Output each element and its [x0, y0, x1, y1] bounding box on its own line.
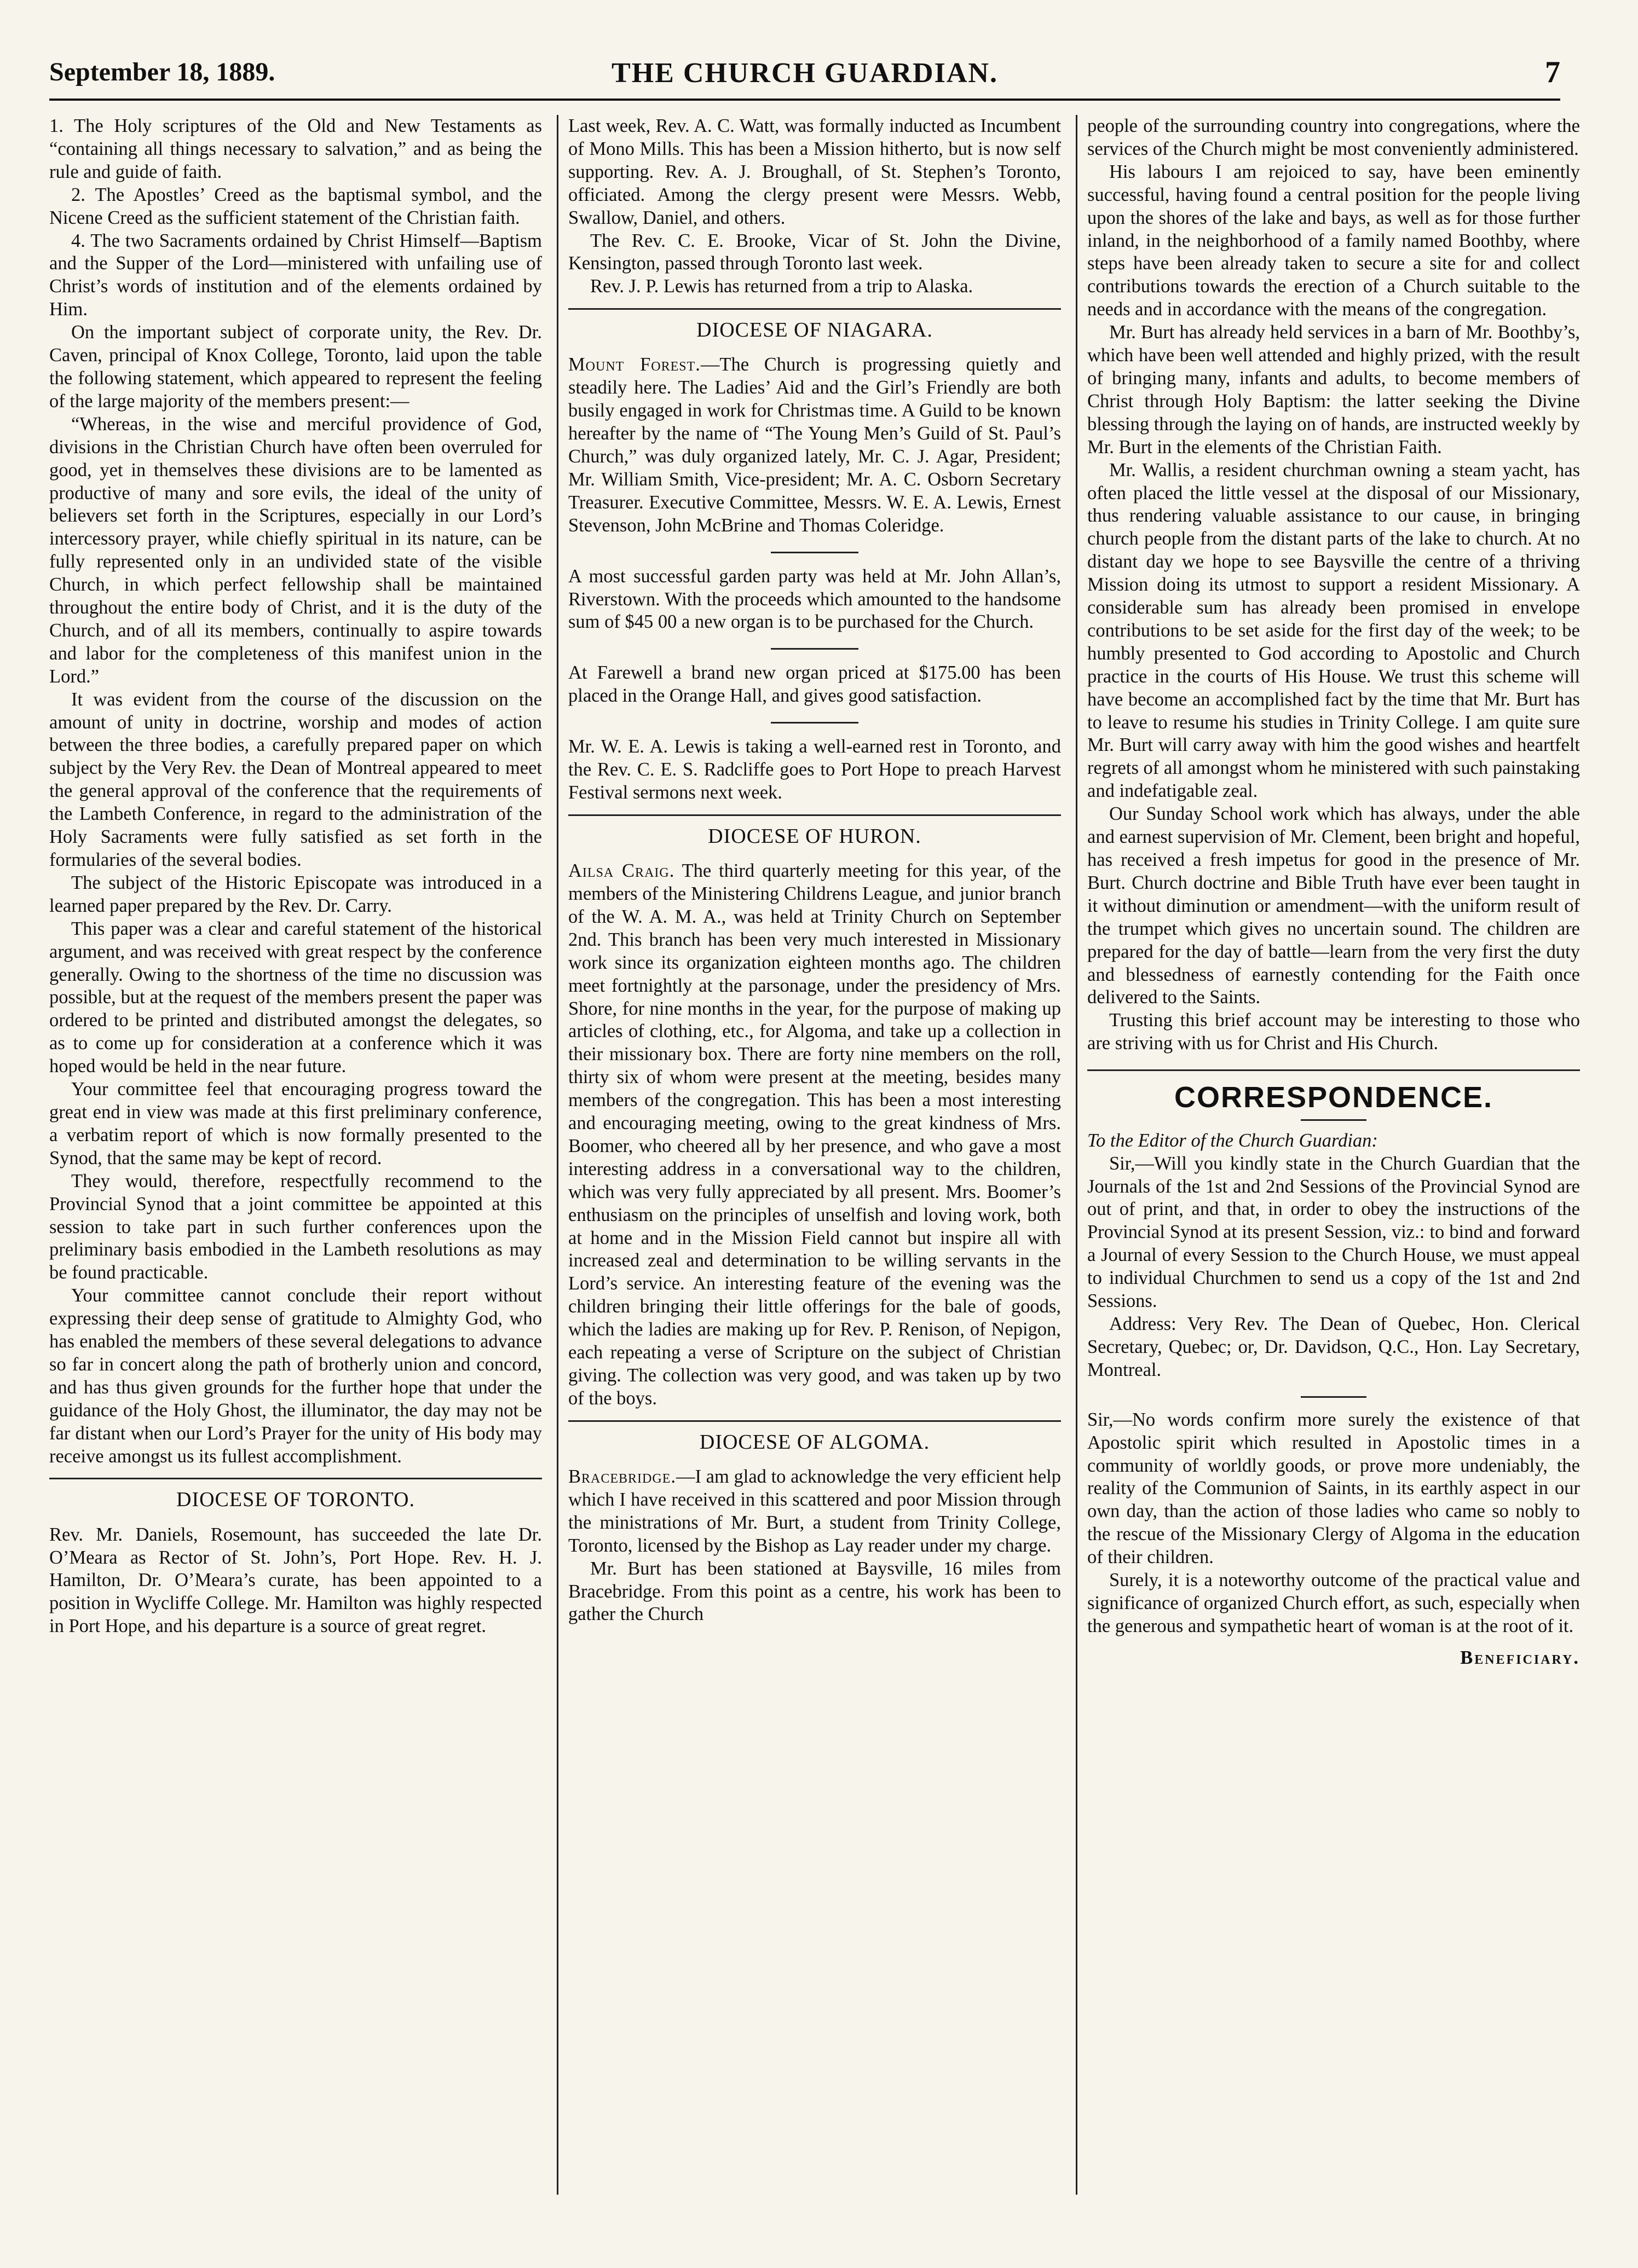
section-heading-correspondence: CORRESPONDENCE.	[1087, 1069, 1580, 1116]
paragraph: A most successful garden party was held at Mr. John Allan’s, Riverstown. With the proceeds which amounted to the handsome sum of $45 00 a new organ is to be purchased for the Church.	[568, 565, 1061, 633]
paragraph: Mr. W. E. A. Lewis is taking a well-earned rest in Toronto, and the Rev. C. E. S. Radcliffe goes to Port Hope to preach Harvest Festival sermons next week.	[568, 736, 1061, 803]
paragraph: They would, therefore, respectfully recommend to the Provincial Synod that a joint committee be appointed at this session to take part in such further conferences upon the preliminary basis embodied in the Lambeth resolutions as may be found practicable.	[49, 1170, 542, 1283]
paragraph	[568, 860, 1061, 1410]
paragraph: Sir,—No words confirm more surely the existence of that Apostolic spirit which resulted in Apostolic times in a community of worldly goods, or prove more undeniably, the reality of the Communion of Saints, in its earthly aspect in our own day, than the action of those ladies who came so nobly to the rescue of the Missionary Clergy of Algoma in the education of their children.	[1087, 1409, 1580, 1568]
paragraph: At Farewell a brand new organ priced at $175.00 has been placed in the Orange Hall, and gives good satisfaction.	[568, 662, 1061, 707]
paragraph: This paper was a clear and careful statement of the historical argument, and was received with great respect by the conference generally. Owing to the shortness of the time no discussion was possible, but at the request of the members present the paper was ordered to be printed and distributed amongst the delegates, so as to come up for consideration at a conference which it was hoped would be held in the near future.	[49, 918, 542, 1077]
column-2	[568, 115, 1061, 2206]
paragraph: Surely, it is a noteworthy outcome of the practical value and significance of organized Church effort, as such, especially when the generous and sympathetic heart of woman is at the root of it.	[1087, 1570, 1580, 1636]
paragraph: people of the surrounding country into congregations, where the services of the Church might be most conveniently administered.	[1087, 115, 1580, 159]
paragraph: The Rev. C. E. Brooke, Vicar of St. John the Divine, Kensington, passed through Toronto last week.	[568, 230, 1061, 274]
letter-signature: Beneficiary.	[1460, 1647, 1580, 1668]
newspaper-title: THE CHURCH GUARDIAN.	[612, 57, 998, 89]
paragraph: 1. The Holy scriptures of the Old and New Testaments as “containing all things necessary to salvation,” and as being the rule and guide of faith.	[49, 115, 542, 182]
paragraph: Trusting this brief account may be interesting to those who are striving with us for Christ and His Church.	[1087, 1010, 1580, 1054]
paragraph-text: The third quarterly meeting for this year, of the members of the Ministering Childrens League, and junior branch of the W. A. M. A., was held at Trinity Church on September 2nd. This branch has been very much interested in Missionary work since its organization eighteen months ago. The children meet fortnightly at the parsonage, under the presidency of Mrs. Shore, for nine months in the year, for the purpose of making up articles of clothing, etc., for Algoma, and take up a collection in their missionary box. There are forty nine members on the roll, thirty six of whom were present at the meeting, besides many members of the congregation. This has been a most interesting and encouraging meeting, owing to the great kindness of Mrs. Boomer, who cheered all by her presence, and who gave a most interesting address in a conversational way to the children, which was very fully appreciated by all present. Mrs. Boomer’s enthusiasm on the principles of unselfish and loving work, both at home and in the Mission Field cannot but inspire all with increased zeal and determination to be willing servants in the Lord’s service. An interesting feature of the evening was the children bringing their little offerings for the bale of goods, which the ladies are making up for Rev. P. Renison, of Nepigon, each repeating a verse of Scripture on the subject of Christian giving. The collection was very good, and was taken up by two of the boys.	[568, 860, 1061, 1409]
paragraph	[568, 1466, 1061, 1558]
section-heading-toronto: DIOCESE OF TORONTO.	[49, 1478, 542, 1512]
separator	[771, 722, 858, 724]
page-number: 7	[1545, 55, 1560, 89]
paragraph: Mr. Burt has been stationed at Baysville, 16 miles from Bracebridge. From this point as a centre, his work has been to gather the Church	[568, 1558, 1061, 1625]
paragraph: “Whereas, in the wise and merciful providence of God, divisions in the Christian Church have often been overruled for good, yet in themselves these divisions are to be lamented as productive of many and sore evils, the ideal of the unity of believers set forth in the Scriptures, especially in our Lord’s intercessory prayer, while chiefly spiritual in its nature, can be fully represented only in an undivided state of the visible Church, in which perfect fellowship shall be maintained throughout the entire body of Christ, and it is the duty of the Church, and of all its members, continually to aspire towards and labor for the completeness of this manifest union in the Lord.”	[49, 413, 542, 687]
column-rule	[1076, 115, 1077, 2195]
paragraph: Mr. Burt has already held services in a barn of Mr. Boothby’s, which have been well attended and highly prized, with the result of bringing many, infants and adults, to become members of Christ through Holy Baptism: the latter seeking the Divine blessing through the laying on of hands, are instructed weekly by Mr. Burt in the elements of the Christian Faith.	[1087, 322, 1580, 458]
paragraph: Rev. Mr. Daniels, Rosemount, has succeeded the late Dr. O’Meara as Rector of St. John’s, Port Hope. Rev. H. J. Hamilton, Dr. O’Meara’s curate, has been appointed to a position in Wycliffe College. Mr. Hamilton was highly respected in Port Hope, and his departure is a source of great regret.	[49, 1524, 542, 1637]
paragraph: It was evident from the course of the discussion on the amount of unity in doctrine, worship and modes of action between the three bodies, a carefully prepared paper on which subject by the Very Rev. the Dean of Montreal appeared to meet the general approval of the conference that the requirements of the Lambeth Conference, in regard to the administration of the Holy Sacraments were fully satisfied as set forth in the formularies of the several bodies.	[49, 688, 542, 870]
separator	[771, 648, 858, 650]
column-1	[49, 115, 542, 2206]
letter-salutation: To the Editor of the Church Guardian:	[1087, 1130, 1378, 1151]
place-name: Mount Forest.	[568, 354, 701, 375]
section-heading-algoma: DIOCESE OF ALGOMA.	[568, 1420, 1061, 1455]
masthead	[49, 55, 1560, 101]
separator	[771, 552, 858, 553]
section-heading-niagara: DIOCESE OF NIAGARA.	[568, 308, 1061, 343]
paragraph: Address: Very Rev. The Dean of Quebec, Hon. Clerical Secretary, Quebec; or, Dr. Davidson, Q.C., Hon. Lay Secretary, Montreal.	[1087, 1314, 1580, 1380]
paragraph: 2. The Apostles’ Creed as the baptismal symbol, and the Nicene Creed as the sufficient statement of the Christian faith.	[49, 184, 542, 228]
paragraph: On the important subject of corporate unity, the Rev. Dr. Caven, principal of Knox College, Toronto, laid upon the table the following statement, which appeared to represent the feeling of the large majority of the members present:—	[49, 322, 542, 412]
paragraph: His labours I am rejoiced to say, have been eminently successful, having found a central position for the people living upon the shores of the lake and bays, as well as for those further inland, in the neighborhood of a family named Boothby, where steps have been already taken to secure a site for and collect contributions towards the erection of a Church suitable to the needs and in accordance with the means of the congregation.	[1087, 161, 1580, 320]
place-name: Bracebridge.	[568, 1466, 676, 1487]
separator	[1301, 1396, 1366, 1398]
paragraph: The subject of the Historic Episcopate was introduced in a learned paper prepared by the Rev. Dr. Carry.	[49, 872, 542, 916]
paragraph	[568, 354, 1061, 537]
place-name: Ailsa Craig.	[568, 860, 675, 882]
paragraph: Sir,—Will you kindly state in the Church Guardian that the Journals of the 1st and 2nd Sessions of the Provincial Synod are out of print, and that, in order to obey the instructions of the Provincial Synod at its present Session, viz.: to bind and forward a Journal of every Session to the Church House, we must appeal to individual Churchmen to send us a copy of the 1st and 2nd Sessions.	[1087, 1153, 1580, 1312]
section-heading-huron: DIOCESE OF HURON.	[568, 814, 1061, 849]
paragraph: Last week, Rev. A. C. Watt, was formally inducted as Incumbent of Mono Mills. This has been a Mission hitherto, but is now self supporting. Rev. A. J. Broughall, of St. Stephen’s Toronto, officiated. Among the clergy present were Messrs. Webb, Swallow, Daniel, and others.	[568, 115, 1061, 228]
paragraph: Our Sunday School work which has always, under the able and earnest supervision of Mr. Clement, been bright and hopeful, has received a fresh impetus for good in the presence of Mr. Burt. Church doctrine and Bible Truth have ever been taught in it without diminution or amendment—with the uniform result of the trumpet which gives no uncertain sound. The children are prepared for the day of battle—learn from the very first the duty and blessedness of earnestly contending for the Faith once delivered to the Saints.	[1087, 803, 1580, 1008]
paragraph: Mr. Wallis, a resident churchman owning a steam yacht, has often placed the little vessel at the disposal of our Missionary, thus rendering valuable assistance to our cause, in bringing church people from the distant parts of the lake to church. At no distant day we hope to see Baysville the centre of a thriving Mission doing its utmost to support a resident Missionary. A considerable sum has already been promised in envelope contributions to be set aside for the first day of the week; to be humbly presented to God according to Apostolic and Church practice in the courts of His House. We trust this scheme will have become an accomplished fact by the time that Mr. Burt has to leave to resume his studies in Trinity College. I am quite sure Mr. Burt will carry away with him the good wishes and heartfelt regrets of all amongst whom he ministered with such painstaking and indefatigable zeal.	[1087, 459, 1580, 802]
paragraph-text: —I am glad to acknowledge the very efficient help which I have received in this scattered and poor Mission through the ministrations of Mr. Burt, a student from Trinity College, Toronto, licensed by the Bishop as Lay reader under my charge.	[568, 1466, 1061, 1556]
paragraph: 4. The two Sacraments ordained by Christ Himself—Baptism and the Supper of the Lord—ministered with unfailing use of Christ’s words of institution and of the elements ordained by Him.	[49, 230, 542, 320]
issue-date: September 18, 1889.	[49, 57, 275, 86]
column-rule	[557, 115, 558, 2195]
separator	[1301, 1119, 1366, 1121]
paragraph-text: —The Church is progressing quietly and steadily here. The Ladies’ Aid and the Girl’s Friendly are both busily engaged in work for Christmas time. A Guild to be known hereafter by the name of “The Young Men’s Guild of St. Paul’s Church,” was duly organized lately, Mr. C. J. Agar, President; Mr. William Smith, Vice-president; Mr. A. C. Osborn Secretary Treasurer. Executive Committee, Messrs. W. E. A. Lewis, Ernest Stevenson, John McBrine and Thomas Coleridge.	[568, 354, 1061, 536]
paragraph: Rev. J. P. Lewis has returned from a trip to Alaska.	[590, 276, 973, 297]
paragraph: Your committee feel that encouraging progress toward the great end in view was made at this first preliminary conference, a verbatim report of which is now formally presented to the Synod, that the same may be kept of record.	[49, 1079, 542, 1168]
column-3	[1087, 115, 1580, 2206]
paragraph: Your committee cannot conclude their report without expressing their deep sense of gratitude to Almighty God, who has enabled the members of these several delegations to advance so far in concert along the path of brotherly union and concord, and has thus given grounds for the further hope that under the guidance of the Holy Ghost, the illuminator, the day may not be far distant when our Lord’s Prayer for the unity of His body may receive amongst us its fullest accomplishment.	[49, 1285, 542, 1467]
